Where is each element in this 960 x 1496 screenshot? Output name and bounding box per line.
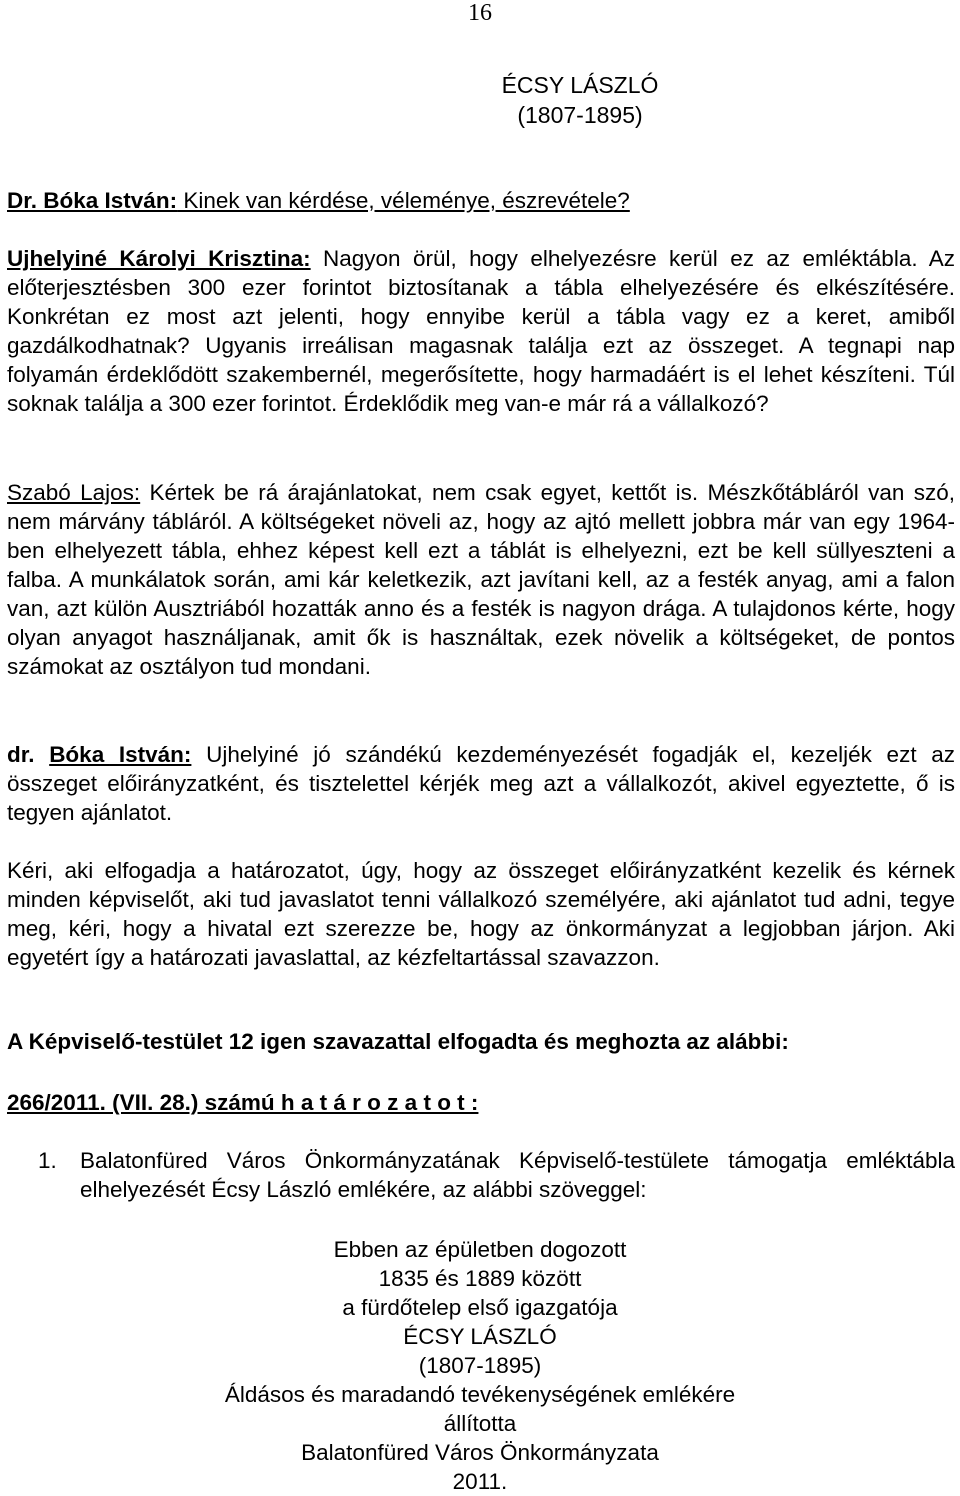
item-number: 1. [38, 1148, 57, 1173]
speaker-text: Kinek van kérdése, véleménye, észrevétele? [177, 188, 630, 213]
resolution-item-1 [38, 1146, 955, 1204]
speaker-name: Szabó Lajos: [7, 480, 141, 505]
heading-name: ÉCSY LÁSZLÓ [501, 72, 659, 98]
speaker-text: Kértek be rá árajánlatokat, nem csak egyet, kettőt is. Mészkőtábláról van szó, nem márvány tábláról. A költségeket növeli az, hogy az ajtó mellett jobbra már van egy 1964-ben elhelyezett tábla, ehhez képest kell ezt a táblát is elhelyezni, ezt be kell süllyeszteni a falba. A munkálatok során, ami kár keletkezik, azt javítani kell, az a festék anyag, ami a falon van, azt külön Ausztriából hozatták anno és a festék is nagyon drága. A tulajdonos kérte, hogy olyan anyagot használjanak, amit ők is használtak, ezek növelik a költségeket, de pontos számokat az osztályon tud mondani. [7, 480, 955, 679]
paragraph-boka-proposal [7, 740, 955, 827]
vote-result: A Képviselő-testület 12 igen szavazattal elfogadta és meghozta az alábbi: [7, 1029, 789, 1054]
plaque-line: (1807-1895) [418, 1353, 542, 1378]
plaque-line: Áldásos és maradandó tevékenységének emlékére [224, 1382, 736, 1407]
resolution-title: 266/2011. (VII. 28.) számú h a t á r o z a t o t : [7, 1090, 479, 1115]
heading-years: (1807-1895) [517, 102, 643, 128]
speaker-prefix: dr. [7, 742, 35, 767]
speaker-name: Ujhelyiné Károlyi Krisztina: [7, 246, 311, 271]
plaque-line: 1835 és 1889 között [378, 1266, 582, 1291]
speaker-name: Bóka István: [49, 742, 192, 767]
plaque-text [0, 1235, 960, 1496]
page-number: 16 [468, 0, 492, 26]
plaque-line: Ebben az épületben dogozott [333, 1237, 627, 1262]
paragraph-ujhelyine [7, 244, 955, 418]
item-text: Balatonfüred Város Önkormányzatának Képviselő-testülete támogatja emléktábla elhelyezését Écsy László emlékére, az alábbi szöveggel: [80, 1148, 955, 1202]
plaque-line: a fürdőtelep első igazgatója [342, 1295, 618, 1320]
plaque-line: 2011. [452, 1469, 508, 1494]
speaker-text: Ujhelyiné jó szándékú kezdeményezését fogadják el, kezeljék ezt az összeget előirányzatként, és tisztelettel kérjék meg azt a vállalkozót, akivel egyeztette, ő is tegyen ajánlatot. [7, 742, 956, 825]
plaque-line: állította [443, 1411, 517, 1436]
speaker-text: Nagyon örül, hogy elhelyezésre kerül ez az emléktábla. Az előterjesztésben 300 ezer forintot biztosítanak a tábla elhelyezésére és elkészítésére. Konkrétan ez most azt jelenti, hogy ennyibe kerül a tábla vagy ez a keret, amiből gazdálkodhatnak? Ugyanis irreálisan magasnak találja ezt az összeget. A tegnapi nap folyamán érdeklődött szakembernél, megerősítette, hogy harmadáért is el lehet készíteni. Túl soknak találja a 300 ezer forintot. Érdeklődik meg van-e már rá a vállalkozó? [7, 246, 955, 416]
paragraph-vote-call [7, 856, 955, 972]
paragraph-boka-question [7, 186, 955, 215]
plaque-line: ÉCSY LÁSZLÓ [403, 1324, 557, 1349]
speaker-name: Dr. Bóka István: [7, 188, 178, 213]
plaque-line: Balatonfüred Város Önkormányzata [301, 1440, 659, 1465]
top-heading [0, 70, 960, 130]
vote-call-text: Kéri, aki elfogadja a határozatot, úgy, hogy az összeget előirányzatként kezelik és kérnek minden képviselőt, aki tud javaslatot tenni vállalkozó személyére, aki ajánlatot tud adni, tegye meg, kéri, hogy a hivatal ezt szerezze be, hogy az önkormányzat a legjobban járjon. Aki egyetért így a határozati javaslattal, az kézfeltartással szavazzon. [7, 858, 955, 970]
paragraph-szabo [7, 478, 955, 681]
